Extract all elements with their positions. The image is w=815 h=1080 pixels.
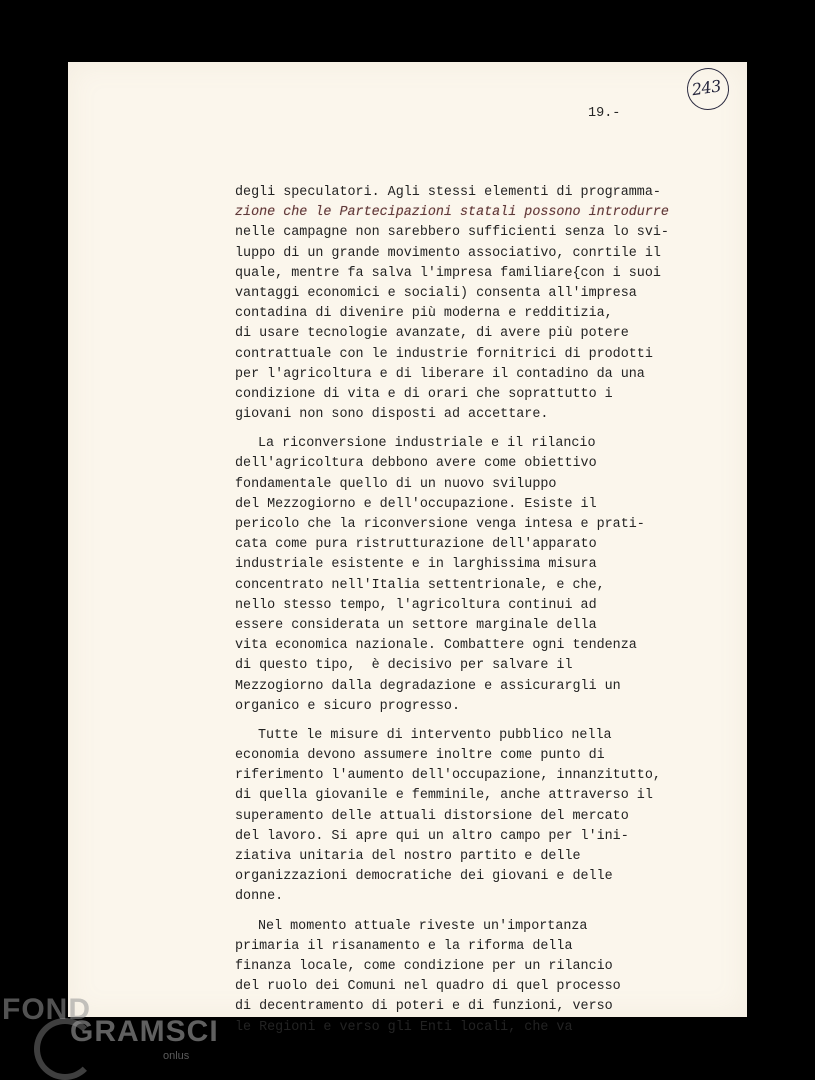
text-line: cata come pura ristrutturazione dell'apparato (235, 537, 597, 553)
text-line: primaria il risanamento e la riforma della (235, 938, 573, 954)
text-line: nello stesso tempo, l'agricoltura continui ad (235, 597, 597, 613)
text-line: dell'agricoltura debbono avere come obiettivo (235, 456, 597, 472)
text-line: condizione di vita e di orari che soprattutto i (235, 386, 613, 402)
text-line: contrattuale con le industrie fornitrici di prodotti (235, 346, 653, 362)
paragraph-start: La riconversione industriale e il rilancio (258, 436, 596, 452)
watermark-text-gramsci: GRAMSCI (70, 1015, 219, 1048)
text-line: quale, mentre fa salva l'impresa familiare{con i suoi (235, 265, 661, 281)
text-line: di decentramento di poteri e di funzioni, verso (235, 999, 613, 1015)
text-line: di quella giovanile e femminile, anche attraverso il (235, 788, 653, 804)
text-line: luppo di un grande movimento associativo, conrtile il (235, 245, 661, 261)
text-line: giovani non sono disposti ad accettare. (235, 407, 549, 423)
typewritten-body (235, 183, 675, 1038)
text-line: industriale esistente e in larghissima misura (235, 557, 597, 573)
text-line: per l'agricoltura e di liberare il contadino da una (235, 366, 645, 382)
text-line: nelle campagne non sarebbero sufficienti senza lo svi- (235, 225, 669, 241)
text-line: riferimento l'aumento dell'occupazione, innanzitutto, (235, 768, 661, 784)
text-line: organico e sicuro progresso. (235, 698, 460, 714)
archive-number-stamp (684, 65, 731, 112)
text-line: pericolo che la riconversione venga intesa e prati- (235, 517, 645, 532)
paragraph-start: Nel momento attuale riveste un'importanza (258, 918, 588, 934)
text-line: del lavoro. Si apre qui un altro campo per l'ini- (235, 828, 629, 844)
text-line: essere considerata un settore marginale della (235, 617, 597, 633)
text-line: economia devono assumere inoltre come punto di (235, 748, 605, 764)
text-line: di questo tipo, è decisivo per salvare il (235, 658, 573, 674)
text-line: di usare tecnologie avanzate, di avere più potere (235, 326, 629, 342)
watermark-text-fond: FOND (2, 993, 91, 1026)
text-line: ziativa unitaria del nostro partito e delle (235, 849, 581, 864)
text-line: vantaggi economici e sociali) consenta all'impresa (235, 285, 637, 301)
text-line: concentrato nell'Italia settentrionale, e che, (235, 577, 605, 593)
text-line: superamento delle attuali distorsione del mercato (235, 808, 629, 824)
text-line: Mezzogiorno dalla degradazione e assicurargli un (235, 678, 621, 694)
archive-number: 243 (690, 76, 723, 100)
text-line-inserted: zione che le Partecipazioni statali possono introdurre (235, 205, 669, 221)
text-line: donne. (235, 889, 284, 905)
watermark-text-onlus: onlus (163, 1050, 190, 1062)
text-line: vita economica nazionale. Combattere ogni tendenza (235, 638, 637, 654)
text-line: fondamentale quello di un nuovo sviluppo (235, 476, 557, 492)
text-line: finanza locale, come condizione per un rilancio (235, 958, 613, 974)
fondazione-gramsci-watermark (0, 985, 230, 1080)
text-line: del ruolo dei Comuni nel quadro di quel processo (235, 979, 621, 995)
page-number: 19.- (588, 106, 621, 121)
text-line: organizzazioni democratiche dei giovani e delle (235, 869, 613, 885)
paragraph-start: Tutte le misure di intervento pubblico nella (258, 727, 612, 743)
text-line: contadina di divenire più moderna e redditizia, (235, 306, 613, 322)
text-line: degli speculatori. Agli stessi elementi di programma- (235, 185, 661, 200)
text-line: le Regioni e verso gli Enti locali, che va (235, 1019, 573, 1035)
text-line: del Mezzogiorno e dell'occupazione. Esiste il (235, 496, 597, 512)
